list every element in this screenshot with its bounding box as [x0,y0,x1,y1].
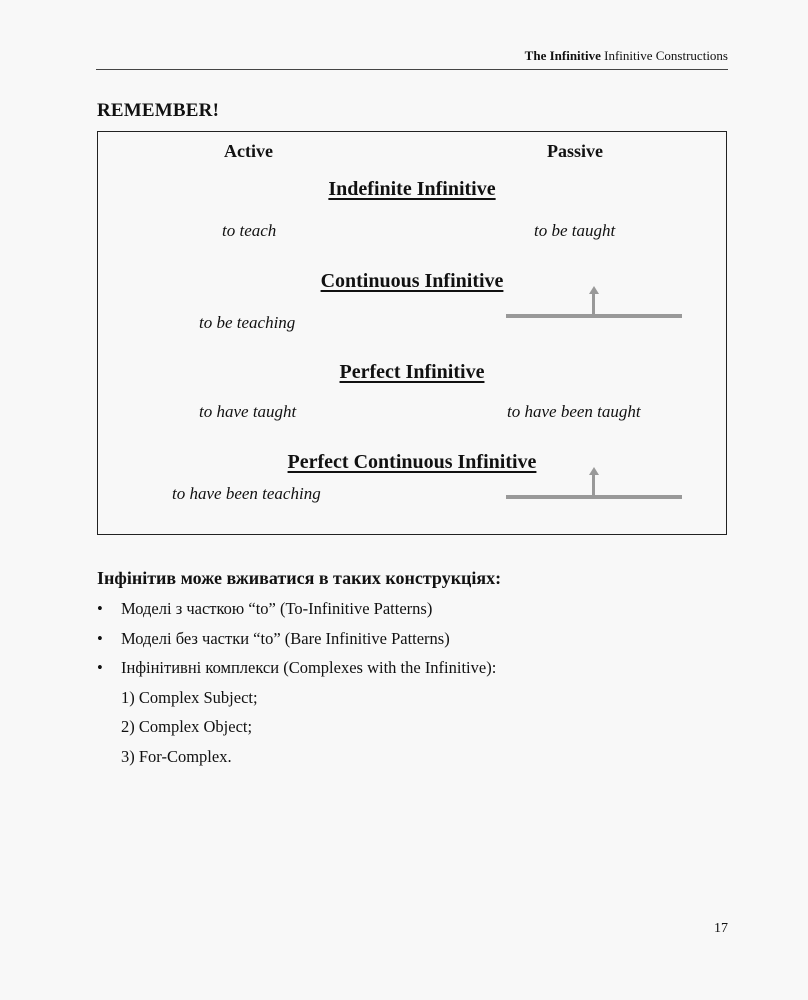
empty-line [506,495,682,499]
sub-list-item: 3) For-Complex. [121,746,232,766]
active-form-continuous: to be teaching [199,313,296,332]
bullet: • [97,658,103,677]
section-title-perfect: Perfect Infinitive [339,361,485,383]
constructions-heading: Інфінітив може вживатися в таких конструкціях: [97,568,502,588]
passive-column-label: Passive [547,141,603,161]
list-item [97,627,717,657]
sub-list-item: 2) Complex Object; [121,717,253,736]
list-item-text: Інфінітивні комплекси (Complexes with the Infinitive): [121,658,497,677]
list-item [97,597,717,627]
no-passive-form-mark [506,286,682,318]
header-title-rest: Infinitive Constructions [600,48,728,63]
arrow-stem [592,292,595,314]
header-title-bold: The Infinitive [524,48,601,63]
arrow-stem [592,473,595,495]
running-header [96,48,728,64]
no-passive-form-mark [506,467,682,499]
bullet: • [97,599,103,618]
list-item [97,656,717,686]
empty-line [506,314,682,318]
section-title-perfect-continuous: Perfect Continuous Infinitive [287,451,537,473]
passive-form-indefinite: to be taught [534,221,616,240]
list-item-text: Моделі з часткою “to” (To-Infinitive Patterns) [121,599,433,618]
section-title-indefinite: Indefinite Infinitive [328,178,496,200]
constructions-list [97,597,717,774]
page-number: 17 [714,921,728,936]
remember-heading: REMEMBER! [97,100,220,121]
arrow-up-icon [589,286,599,294]
arrow-up-icon [589,467,599,475]
section-title-continuous: Continuous Infinitive [320,270,504,292]
passive-form-perfect: to have been taught [507,402,641,421]
active-form-perfect: to have taught [199,402,297,421]
active-column-label: Active [224,141,273,161]
active-form-indefinite: to teach [222,221,277,240]
list-item-text: Моделі без частки “to” (Bare Infinitive Patterns) [121,628,450,648]
sub-list-item: 1) Complex Subject; [121,687,258,707]
header-rule [96,69,728,70]
bullet: • [97,628,103,648]
active-form-perfect-continuous: to have been teaching [172,484,321,503]
